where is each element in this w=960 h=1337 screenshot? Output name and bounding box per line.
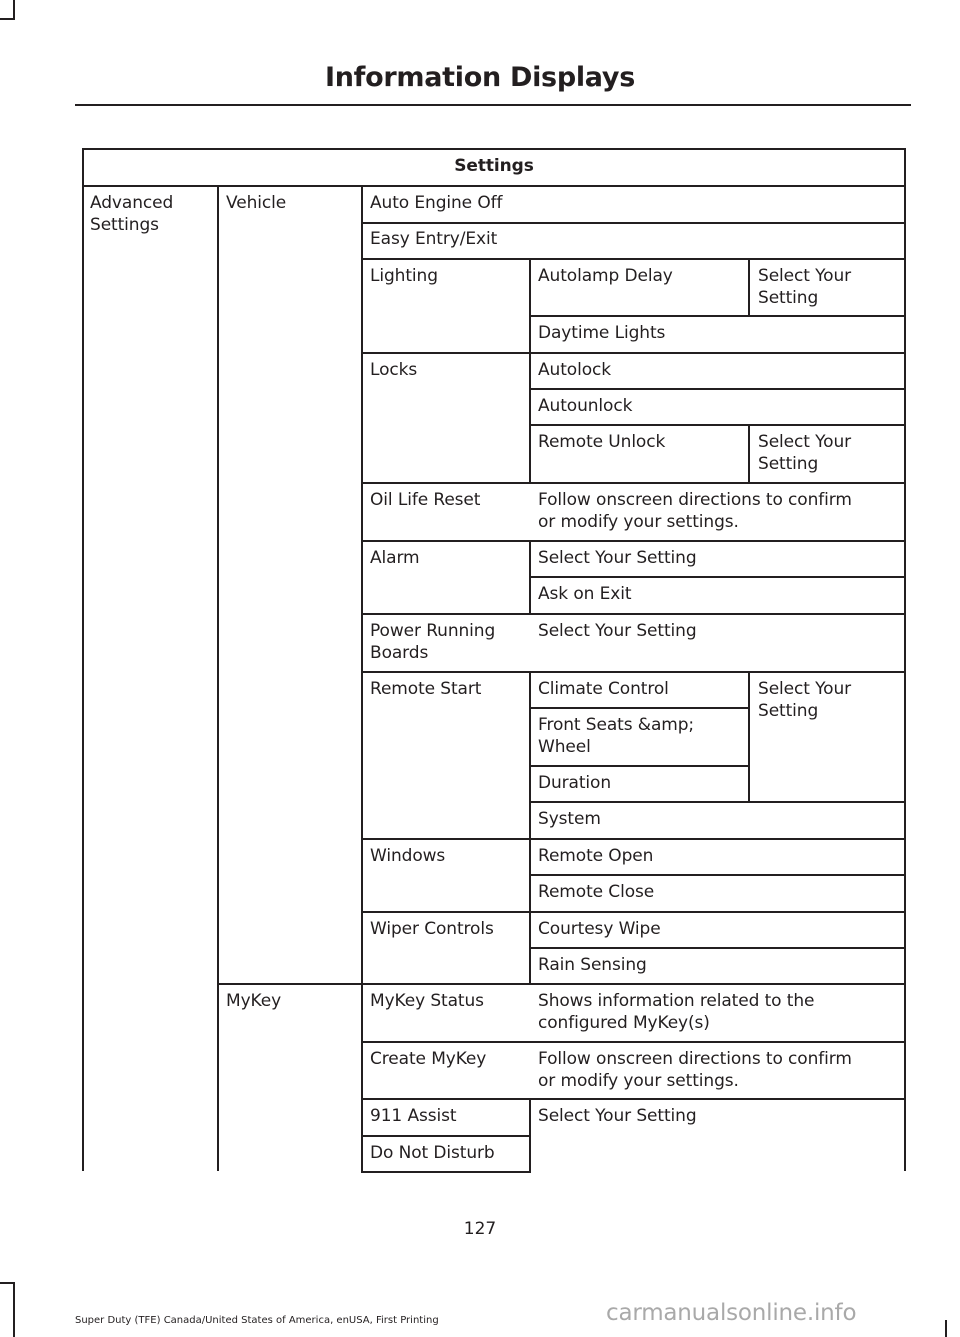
cell-windows: Windows — [370, 846, 446, 866]
cell-oil-life-reset: Oil Life Reset — [370, 490, 481, 510]
cell-remote-close: Remote Close — [538, 882, 655, 902]
cell-remote-start-select: Select Your Setting — [758, 679, 852, 721]
table-border — [82, 148, 84, 1171]
column-divider — [529, 671, 531, 984]
column-divider — [748, 258, 750, 316]
column-divider — [748, 671, 750, 802]
cell-system: System — [538, 809, 601, 829]
row-divider — [529, 801, 906, 803]
cell-create-mykey: Create MyKey — [370, 1049, 487, 1069]
table-border — [82, 185, 906, 187]
row-divider — [529, 707, 750, 709]
row-divider — [529, 424, 906, 426]
row-divider — [529, 576, 906, 578]
row-divider — [361, 1135, 531, 1137]
publication-footer: Super Duty (TFE) Canada/United States of America, enUSA, First Printing — [75, 1315, 439, 1326]
cell-911-assist: 911 Assist — [370, 1106, 457, 1126]
row-divider — [361, 222, 906, 224]
title-divider — [75, 104, 911, 106]
cell-power-running-boards: Power Running Boards — [370, 621, 496, 663]
crop-mark — [0, 18, 15, 20]
row-divider — [361, 482, 906, 484]
cell-911-assist-select: Select Your Setting — [538, 1106, 697, 1126]
crop-mark — [945, 1320, 947, 1337]
cell-autolamp-select: Select Your Setting — [758, 266, 852, 308]
cell-rain-sensing: Rain Sensing — [538, 955, 647, 975]
cell-autolock: Autolock — [538, 360, 611, 380]
row-divider — [529, 315, 906, 317]
cell-autolamp-delay: Autolamp Delay — [538, 266, 673, 286]
cell-locks: Locks — [370, 360, 418, 380]
cell-courtesy-wipe: Courtesy Wipe — [538, 919, 661, 939]
row-divider — [361, 540, 906, 542]
table-border — [217, 185, 219, 1171]
row-divider — [217, 983, 906, 985]
column-divider — [529, 258, 531, 483]
column-divider — [748, 424, 750, 483]
row-divider — [361, 671, 906, 673]
page-title: Information Displays — [325, 62, 635, 93]
cell-autounlock: Autounlock — [538, 396, 633, 416]
cell-remote-unlock: Remote Unlock — [538, 432, 666, 452]
column-divider — [529, 1098, 531, 1171]
cell-auto-engine-off: Auto Engine Off — [370, 193, 503, 213]
column-divider — [529, 540, 531, 614]
crop-mark — [13, 1282, 15, 1337]
row-divider — [361, 1171, 531, 1173]
cell-mykey-status-info: Shows information related to the configured MyKey(s) — [538, 991, 815, 1033]
crop-mark — [13, 0, 15, 20]
cell-do-not-disturb: Do Not Disturb — [370, 1143, 495, 1163]
row-divider — [361, 1098, 906, 1100]
cell-lighting: Lighting — [370, 266, 438, 286]
row-divider — [361, 838, 906, 840]
watermark: carmanualsonline.info — [606, 1300, 857, 1326]
row-divider — [529, 765, 750, 767]
cell-mykey-status: MyKey Status — [370, 991, 484, 1011]
cell-front-seats-wheel: Front Seats &amp; Wheel — [538, 715, 695, 757]
cell-easy-entry-exit: Easy Entry/Exit — [370, 229, 498, 249]
cell-climate-control: Climate Control — [538, 679, 669, 699]
cell-oil-life-instructions: Follow onscreen directions to confirm or modify your settings. — [538, 490, 852, 532]
cell-alarm: Alarm — [370, 548, 420, 568]
cell-create-mykey-instructions: Follow onscreen directions to confirm or modify your settings. — [538, 1049, 852, 1091]
cell-advanced-settings: Advanced Settings — [90, 193, 174, 235]
table-border — [904, 148, 906, 1171]
table-heading: Settings — [454, 156, 534, 176]
cell-alarm-select: Select Your Setting — [538, 548, 697, 568]
cell-daytime-lights: Daytime Lights — [538, 323, 666, 343]
table-border — [361, 185, 363, 1171]
cell-mykey: MyKey — [226, 991, 282, 1011]
row-divider — [529, 388, 906, 390]
cell-ask-on-exit: Ask on Exit — [538, 584, 632, 604]
row-divider — [361, 911, 906, 913]
row-divider — [361, 258, 906, 260]
table-border — [82, 148, 906, 150]
row-divider — [361, 1041, 906, 1043]
cell-remote-unlock-select: Select Your Setting — [758, 432, 852, 474]
cell-remote-open: Remote Open — [538, 846, 654, 866]
row-divider — [529, 874, 906, 876]
row-divider — [529, 947, 906, 949]
cell-power-running-select: Select Your Setting — [538, 621, 697, 641]
cell-vehicle: Vehicle — [226, 193, 287, 213]
page-number: 127 — [463, 1219, 497, 1239]
cell-wiper-controls: Wiper Controls — [370, 919, 494, 939]
row-divider — [361, 352, 906, 354]
row-divider — [361, 613, 906, 615]
crop-mark — [0, 1282, 15, 1284]
cell-duration: Duration — [538, 773, 612, 793]
cell-remote-start: Remote Start — [370, 679, 482, 699]
